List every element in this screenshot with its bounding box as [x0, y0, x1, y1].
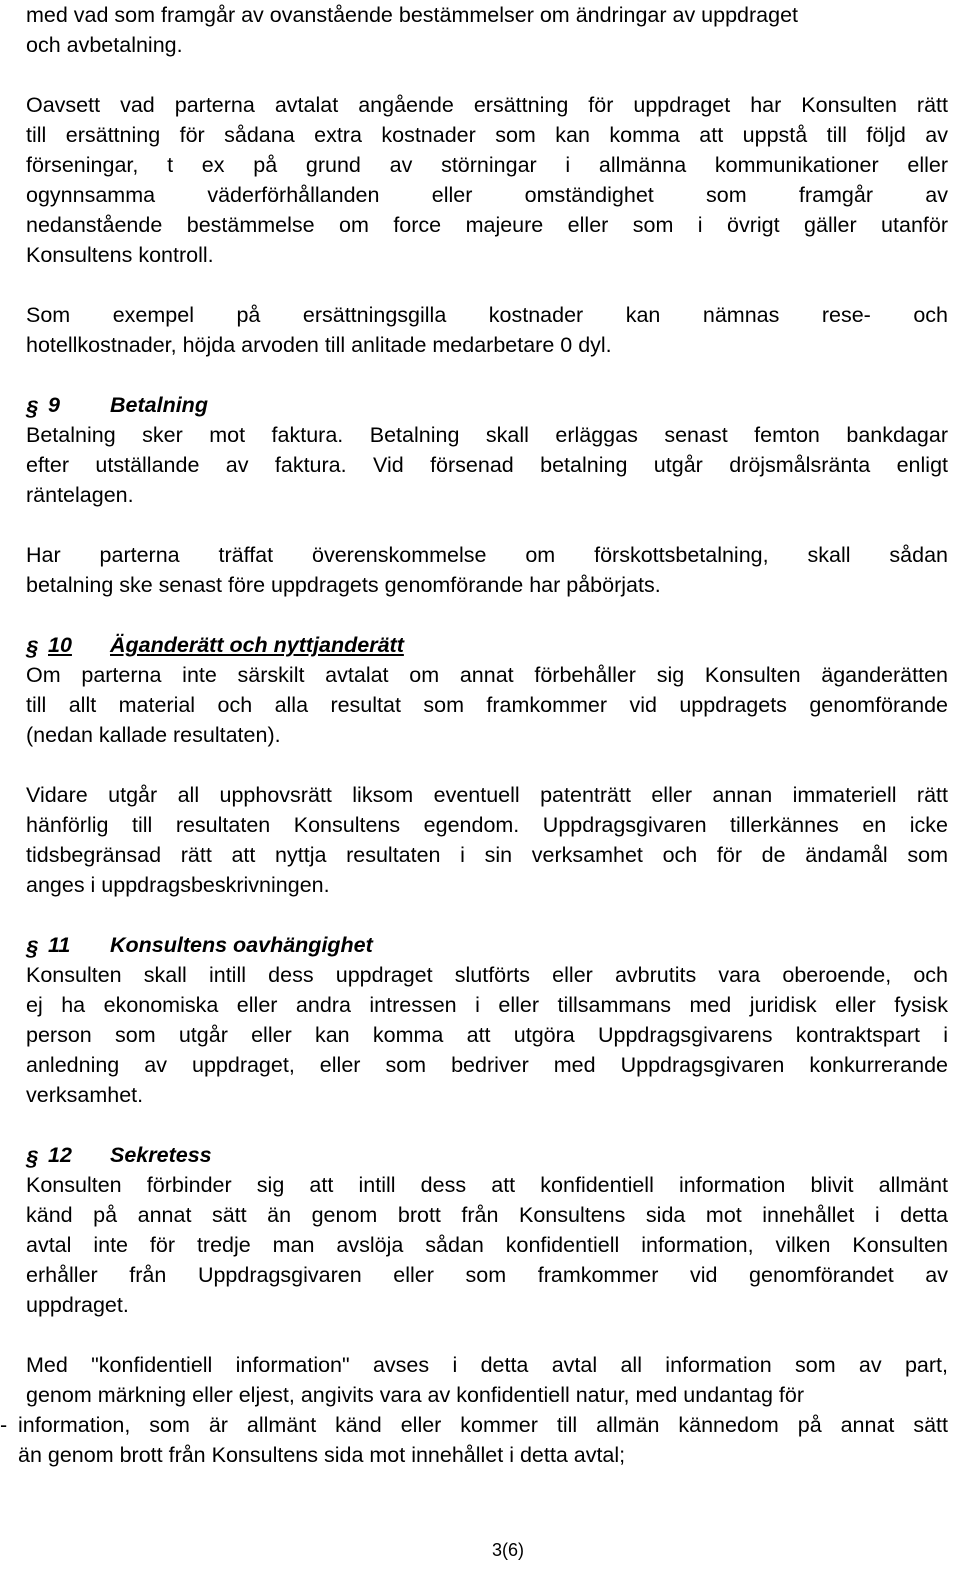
text-line: anges i uppdragsbeskrivningen.	[26, 873, 330, 897]
paragraph	[26, 540, 948, 600]
section-number: 12	[48, 1143, 72, 1167]
exception-list-item	[0, 1410, 948, 1470]
text-line: hänförlig till resultaten Konsultens egendom. Uppdragsgivaren tillerkännes en icke	[26, 813, 948, 837]
section-heading-12	[26, 1140, 948, 1170]
paragraph	[26, 780, 948, 900]
text-line: Har parterna träffat överenskommelse om förskottsbetalning, skall sådan	[26, 543, 948, 567]
text-line: räntelagen.	[26, 483, 134, 507]
text-line: än genom brott från Konsultens sida mot innehållet i detta avtal;	[18, 1443, 626, 1467]
text-line: Betalning sker mot faktura. Betalning skall erläggas senast femton bankdagar	[26, 423, 948, 447]
paragraph	[26, 300, 948, 360]
text-line: uppdraget.	[26, 1293, 129, 1317]
text-line: Konsulten förbinder sig att intill dess att konfidentiell information blivit allmänt	[26, 1173, 948, 1197]
text-line: efter utställande av faktura. Vid försenad betalning utgår dröjsmålsränta enligt	[26, 453, 948, 477]
text-line: känd på annat sätt än genom brott från Konsultens sida mot innehållet i detta	[26, 1203, 948, 1227]
text-line: betalning ske senast före uppdragets genomförande har påbörjats.	[26, 573, 661, 597]
text-line: tidsbegränsad rätt att nyttja resultaten i sin verksamhet och för de ändamål som	[26, 843, 948, 867]
section-heading-9	[26, 390, 948, 420]
text-line: anledning av uppdraget, eller som bedriver med Uppdragsgivaren konkurrerande	[26, 1053, 948, 1077]
section-heading-10	[26, 630, 948, 660]
text-line: genom märkning eller eljest, angivits vara av konfidentiell natur, med undantag för	[26, 1383, 805, 1407]
paragraph	[26, 90, 948, 270]
section-title: Konsultens oavhängighet	[110, 933, 373, 957]
text-line: Om parterna inte särskilt avtalat om annat förbehåller sig Konsulten äganderätten	[26, 663, 948, 687]
section-number: 11	[48, 933, 71, 957]
text-line: person som utgår eller kan komma att utgöra Uppdragsgivarens kontraktspart i	[26, 1023, 948, 1047]
text-line: Konsulten skall intill dess uppdraget slutförts eller avbrutits vara oberoende, och	[26, 963, 948, 987]
text-line: erhåller från Uppdragsgivaren eller som framkommer vid genomförandet av	[26, 1263, 948, 1287]
text-line: Som exempel på ersättningsgilla kostnader kan nämnas rese- och	[26, 303, 948, 327]
section-title: Äganderätt och nyttjanderätt	[110, 633, 404, 657]
text-line: Vidare utgår all upphovsrätt liksom eventuell patenträtt eller annan immateriell rätt	[26, 783, 948, 807]
text-line: till ersättning för sådana extra kostnader som kan komma att uppstå till följd av	[26, 123, 948, 147]
text-line: avtal inte för tredje man avslöja sådan konfidentiell information, vilken Konsulten	[26, 1233, 948, 1257]
text-line: och avbetalning.	[26, 33, 183, 57]
text-line: Oavsett vad parterna avtalat angående ersättning för uppdraget har Konsulten rätt	[26, 93, 948, 117]
text-line: information, som är allmänt känd eller kommer till allmän kännedom på annat sätt	[18, 1413, 948, 1437]
paragraph	[26, 660, 948, 750]
page-number: 3(6)	[491, 1540, 524, 1560]
paragraph	[26, 420, 948, 510]
text-line: ej ha ekonomiska eller andra intressen i eller tillsammans med juridisk eller fysisk	[26, 993, 948, 1017]
text-line: Konsultens kontroll.	[26, 243, 214, 267]
text-line: med vad som framgår av ovanstående bestämmelser om ändringar av uppdraget	[26, 3, 799, 27]
text-line: ogynnsamma väderförhållanden eller omständighet som framgår av	[26, 183, 948, 207]
section-mark: §	[26, 936, 38, 960]
paragraph	[26, 1350, 948, 1410]
text-line: hotellkostnader, höjda arvoden till anlitade medarbetare 0 dyl.	[26, 333, 612, 357]
paragraph	[26, 1170, 948, 1320]
paragraph	[26, 960, 948, 1110]
section-mark: §	[26, 396, 38, 420]
text-line: (nedan kallade resultaten).	[26, 723, 281, 747]
section-number: 10	[48, 633, 72, 657]
list-dash: -	[0, 1413, 8, 1437]
text-line: förseningar, t ex på grund av störningar i allmänna kommunikationer eller	[26, 153, 948, 177]
section-number: 9	[48, 393, 60, 417]
section-title: Betalning	[110, 393, 208, 417]
section-mark: §	[26, 1146, 38, 1170]
paragraph	[26, 0, 948, 60]
section-heading-11	[26, 930, 948, 960]
text-line: till allt material och alla resultat som framkommer vid uppdragets genomförande	[26, 693, 948, 717]
text-line: verksamhet.	[26, 1083, 144, 1107]
section-title: Sekretess	[110, 1143, 212, 1167]
section-mark: §	[26, 636, 38, 660]
text-line: Med "konfidentiell information" avses i detta avtal all information som av part,	[26, 1353, 948, 1377]
text-line: nedanstående bestämmelse om force majeure eller som i övrigt gäller utanför	[26, 213, 948, 237]
